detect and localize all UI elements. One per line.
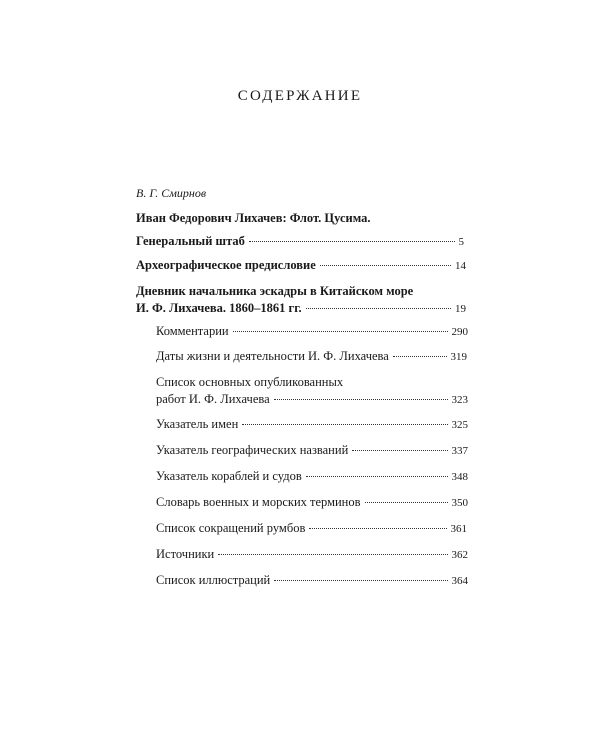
page-number: 362 — [451, 549, 468, 561]
dot-leader — [306, 308, 451, 309]
page-title: СОДЕРЖАНИЕ — [237, 88, 363, 104]
toc-entry — [156, 348, 467, 366]
entry-title-line: работ И. Ф. Лихачева — [156, 392, 270, 406]
entry-title-line: Даты жизни и деятельности И. Ф. Лихачева — [156, 349, 389, 363]
entry-title-line: Список основных опубликованных — [156, 375, 344, 389]
entry-title-line: Иван Федорович Лихачев: Флот. Цусима. — [136, 211, 371, 225]
page-number: 364 — [451, 575, 468, 587]
page-number: 348 — [451, 471, 468, 483]
page-number: 337 — [451, 445, 468, 457]
page-number: 19 — [455, 303, 466, 315]
dot-leader — [393, 356, 447, 357]
dot-leader — [309, 528, 446, 529]
toc-entry — [156, 572, 468, 590]
toc-entry — [156, 374, 468, 409]
entry-title-line: Источники — [156, 547, 215, 561]
dot-leader — [320, 265, 451, 266]
page-number: 323 — [451, 394, 468, 406]
entry-title-line: Указатель кораблей и судов — [156, 469, 302, 483]
dot-leader — [233, 331, 448, 332]
page-number: 14 — [455, 260, 466, 272]
page-number: 350 — [451, 497, 468, 509]
entry-author: В. Г. Смирнов — [136, 186, 207, 200]
dot-leader — [218, 554, 447, 555]
toc-entry — [136, 283, 466, 318]
toc-entry — [156, 416, 468, 434]
entry-title-line: Указатель географических названий — [156, 443, 349, 457]
toc-entry — [156, 494, 468, 512]
page-number: 319 — [450, 351, 467, 363]
dot-leader — [274, 399, 448, 400]
entry-title-line: И. Ф. Лихачева. 1860–1861 гг. — [136, 301, 302, 315]
dot-leader — [365, 502, 448, 503]
dot-leader — [249, 241, 455, 242]
page-number: 325 — [451, 419, 468, 431]
entry-title-line: Словарь военных и морских терминов — [156, 495, 361, 509]
entry-title-line: Генеральный штаб — [136, 234, 245, 248]
entry-title-line: Дневник начальника эскадры в Китайском море — [136, 284, 414, 298]
toc-entry — [156, 546, 468, 564]
entry-title-line: Археографическое предисловие — [136, 258, 316, 272]
toc-entry — [156, 468, 468, 486]
toc-entry — [156, 442, 468, 460]
dot-leader — [306, 476, 448, 477]
dot-leader — [274, 580, 447, 581]
entry-title-line: Указатель имен — [156, 417, 239, 431]
dot-leader — [242, 424, 447, 425]
toc-entry — [136, 257, 466, 275]
dot-leader — [352, 450, 447, 451]
entry-title-line: Список сокращений румбов — [156, 521, 306, 535]
page-number: 5 — [458, 236, 464, 248]
entry-title-line: Список иллюстраций — [156, 573, 271, 587]
toc-entry — [156, 323, 468, 341]
page-number: 361 — [450, 523, 467, 535]
entry-title-line: Комментарии — [156, 324, 229, 338]
page-number: 290 — [451, 326, 468, 338]
toc-entry — [156, 520, 467, 538]
toc-entry — [136, 210, 464, 251]
